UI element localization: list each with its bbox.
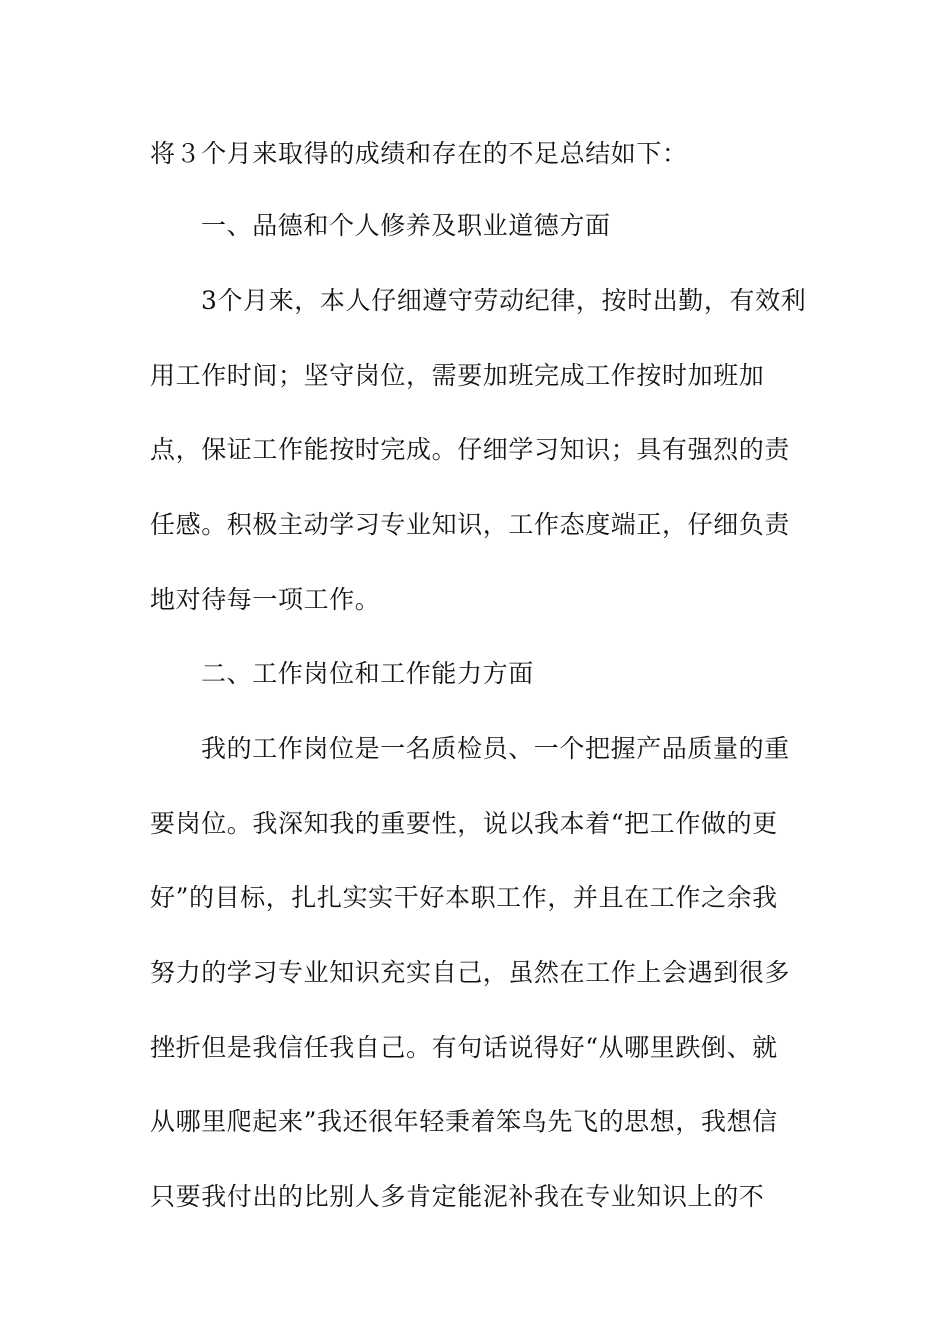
text-line: 任感。积极主动学习专业知识，工作态度端正，仔细负责 [150, 510, 791, 539]
text-line: 点，保证工作能按时完成。仔细学习知识；具有强烈的责 [150, 435, 791, 464]
text-line: 将３个月来取得的成绩和存在的不足总结如下： [150, 139, 688, 168]
text-line: 用工作时间；坚守岗位，需要加班完成工作按时加班加 [150, 361, 765, 390]
section-heading: 一、品德和个人修养及职业道德方面 [201, 211, 611, 240]
text-line: 好”的目标，扎扎实实干好本职工作，并且在工作之余我 [150, 883, 778, 912]
text-line: 努力的学习专业知识充实自己，虽然在工作上会遇到很多 [150, 958, 791, 987]
text-line: 从哪里爬起来”我还很年轻秉着笨鸟先飞的思想，我想信 [150, 1107, 778, 1136]
text-line: 我的工作岗位是一名质检员、一个把握产品质量的重 [201, 734, 790, 763]
text-line: 只要我付出的比别人多肯定能泥补我在专业知识上的不 [150, 1182, 765, 1211]
section-heading: 二、工作岗位和工作能力方面 [201, 659, 534, 688]
text-line: 地对待每一项工作。 [150, 585, 381, 614]
text-line: 3个月来，本人仔细遵守劳动纪律，按时出勤，有效利 [201, 286, 807, 315]
text-line: 要岗位。我深知我的重要性，说以我本着“把工作做的更 [150, 809, 778, 838]
text-line: 挫折但是我信任我自己。有句话说得好“从哪里跌倒、就 [150, 1033, 778, 1062]
